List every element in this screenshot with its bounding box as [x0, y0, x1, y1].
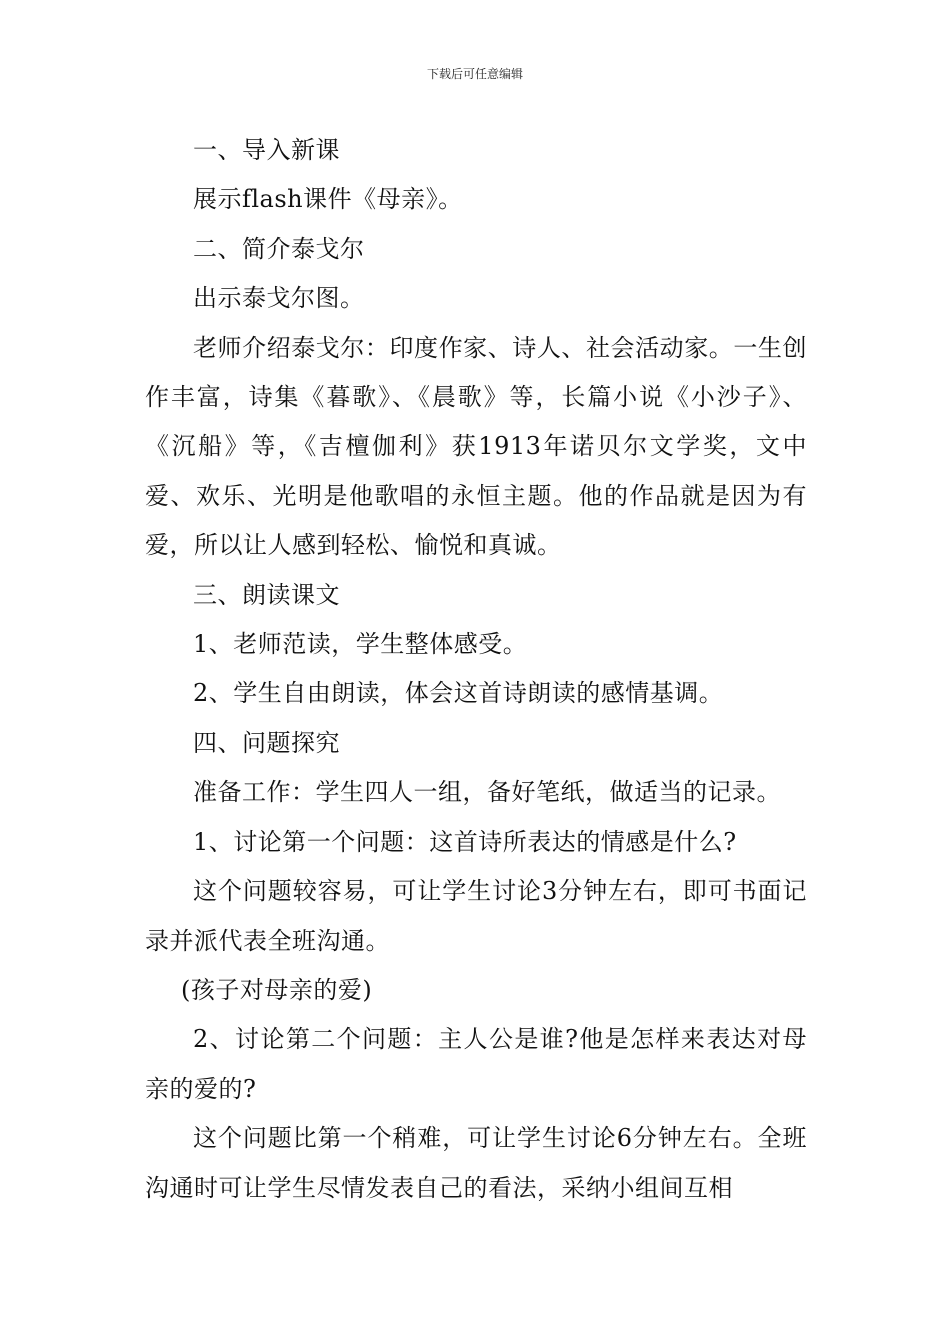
page-header: 下载后可任意编辑: [426, 67, 523, 81]
paragraph: 老师介绍泰戈尔：印度作家、诗人、社会活动家。一生创作丰富，诗集《暮歌》、《晨歌》等，长篇小说《小沙子》、《沉船》等，《吉檀伽利》获1913年诺贝尔文学奖，文中爱、欢乐、光明是他歌唱的永恒主题。他的作品就是因为有爱，所以让人感到轻松、愉悦和真诚。: [145, 333, 807, 560]
section-heading-inquiry: 四、问题探究: [193, 728, 340, 757]
section-heading-reading: 三、朗读课文: [193, 580, 340, 609]
section-heading-tagore: 二、简介泰戈尔: [193, 234, 365, 263]
answer-note: (孩子对母亲的爱): [181, 975, 373, 1004]
document-body: [145, 126, 807, 1213]
paragraph: 这个问题较容易，可让学生讨论3分钟左右，即可书面记录并派代表全班沟通。: [145, 877, 807, 955]
list-item: 1、讨论第一个问题：这首诗所表达的情感是什么?: [193, 827, 737, 856]
paragraph: 出示泰戈尔图。: [193, 284, 365, 313]
paragraph: 这个问题比第一个稍难，可让学生讨论6分钟左右。全班沟通时可让学生尽情发表自己的看法，采纳小组间互相: [145, 1124, 807, 1202]
section-heading-intro: 一、导入新课: [193, 136, 340, 164]
list-item: 1、老师范读，学生整体感受。: [193, 630, 528, 659]
paragraph: 展示flash课件《母亲》。: [193, 185, 463, 214]
list-item: 2、讨论第二个问题：主人公是谁?他是怎样来表达对母亲的爱的?: [145, 1025, 807, 1103]
list-item: 2、学生自由朗读，体会这首诗朗读的感情基调。: [193, 679, 724, 708]
paragraph: 准备工作：学生四人一组，备好笔纸，做适当的记录。: [193, 778, 781, 807]
